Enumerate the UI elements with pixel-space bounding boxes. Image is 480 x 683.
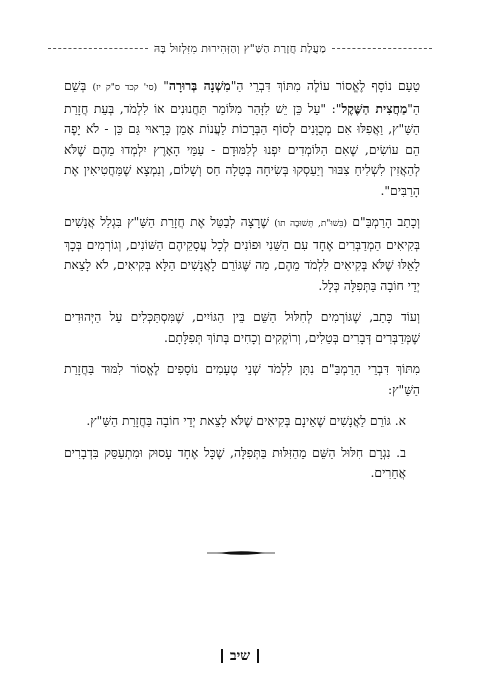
ornament-divider — [205, 549, 277, 557]
para1-mid2: בְּשֵׁם הַ" — [64, 79, 420, 116]
paragraph-1 — [64, 76, 420, 201]
header-title: מַעֲלַת חֲזָרַת הַשַּׁ"ץ וְהַזְּהִירוּת מִזִּלְזוּל בָּהּ — [153, 41, 327, 55]
footer-bar-right — [257, 649, 259, 663]
paragraph-4: מִתּוֹךְ דִּבְרֵי הָרַמְבַּ"ם נִתָּן לִלְמֹד שְׁנֵי טְעָמִים נוֹסָפִים לֶאֱסוֹר לִמּוּד בַּחֲזָרַת הַשַּׁ"ץ: — [64, 362, 420, 397]
citation-note: (סי' קכד ס"ק יז) — [92, 83, 158, 93]
paragraph-2 — [64, 212, 420, 296]
para2-lead: וְכָתַב הָרַמְבַּ"ם — [346, 215, 421, 229]
para2-rest: שֶׁרָצָה לְבַטֵּל אֶת חֲזָרַת הַשַּׁ"ץ בִּגְלַל אֲנָשִׁים בְּקִיאִים הַמְדַבְּרִים אֶחָד עִם הַשֵּׁנִי וּפוֹנִים לְכָל עֲסָקֵיהֶם הַשּׁוֹנִים, וְגוֹרְמִים בְּכָךְ לָאֵלּוּ שֶׁלֹּא בְּקִיאִים לִלְמֹד מֵהֶם, מַה שֶּׁגּוֹרֵם לָאֲנָשִׁים הַלָּא בְּקִיאִים, לֹא לָצֵאת יְדֵי חוֹבָה בַּתְּפִלָּה כְּלָל. — [64, 215, 420, 293]
header-rule-right — [332, 48, 432, 49]
source-mishna-berura: מִשְׁנָה בְּרוּרָה — [168, 78, 231, 93]
running-header — [48, 40, 432, 56]
page-footer — [0, 648, 480, 665]
para1-mid: " — [157, 79, 169, 93]
paragraph-3: וְעוֹד כָּתַב, שֶׁגּוֹרְמִים לְחִלּוּל הַשֵּׁם בֵּין הַגּוֹיִים, שֶׁמִּסְתַּכְּלִים עַל הַיְּהוּדִים שֶׁמְּדַבְּרִים דְּבָרִים בְּטֵלִים, וְרוֹקְקִים וְכָחִים בְּתוֹךְ תְּפִלָּתָם. — [64, 310, 420, 345]
list-item-a: א. גּוֹרֵם לַאֲנָשִׁים שֶׁאֵינָם בְּקִיאִים שֶׁלֹּא לָצֵאת יְדֵי חוֹבָה בַּחֲזָרַת הַשַּׁ"ץ. — [86, 414, 406, 428]
para1-rest: ": "עַל כֵּן יֵשׁ לִזָּהֵר מִלּוֹמַר תַּחֲנוּנִים אוֹ לִלְמֹד, בְּעֵת חֲזָרַת הַשַּׁ"ץ, וַאֲפִלּוּ אִם מְכֻוָּנִים לְסוֹף הַבְּרָכוֹת לַעֲנוֹת אָמֵן כָּרָאוּי גַּם כֵּן - לֹא יָפֶה הֵם עוֹשִׂים, שֶׁאִם הַלּוֹמְדִים יִפְנוּ לְלִמּוּדָם - עַמֵּי הָאָרֶץ יִלְמְדוּ מֵהֶם שֶׁלֹּא לְהַאֲזִין לִשְׁלִיחַ צִבּוּר וְיַעַסְקוּ בְּשִׂיחָה בְּטֵלָה חַס וְשָׁלוֹם, וְנִמְצָא שֶׁמַּחֲטִיאִין אֶת הָרַבִּים". — [64, 101, 420, 198]
citation-note: (בִּשׁוּ"ת, תְּשׁוּבָה תו) — [274, 219, 347, 229]
header-rule-left — [48, 48, 148, 49]
footer-bar-left — [221, 649, 223, 663]
para1-lead: טַעַם נוֹסָף לֶאֱסוֹר עוֹלֶה מִתּוֹךְ דִּבְרֵי הַ" — [230, 79, 421, 93]
page-number: שיב — [229, 648, 251, 664]
list-item-b: ב. נִגְרָם חִלּוּל הַשֵּׁם מֵהַזִּלּוּת בַּתְּפִלָּה, שֶׁכָּל אֶחָד עָסוּק וּמִתְעַסֵּק בִּדְבָרִים אֲחֵרִים. — [64, 445, 406, 480]
body-text — [64, 76, 420, 495]
source-machatzit-hashekel: מַחֲצִית הַשֶּׁקֶל — [341, 100, 408, 116]
